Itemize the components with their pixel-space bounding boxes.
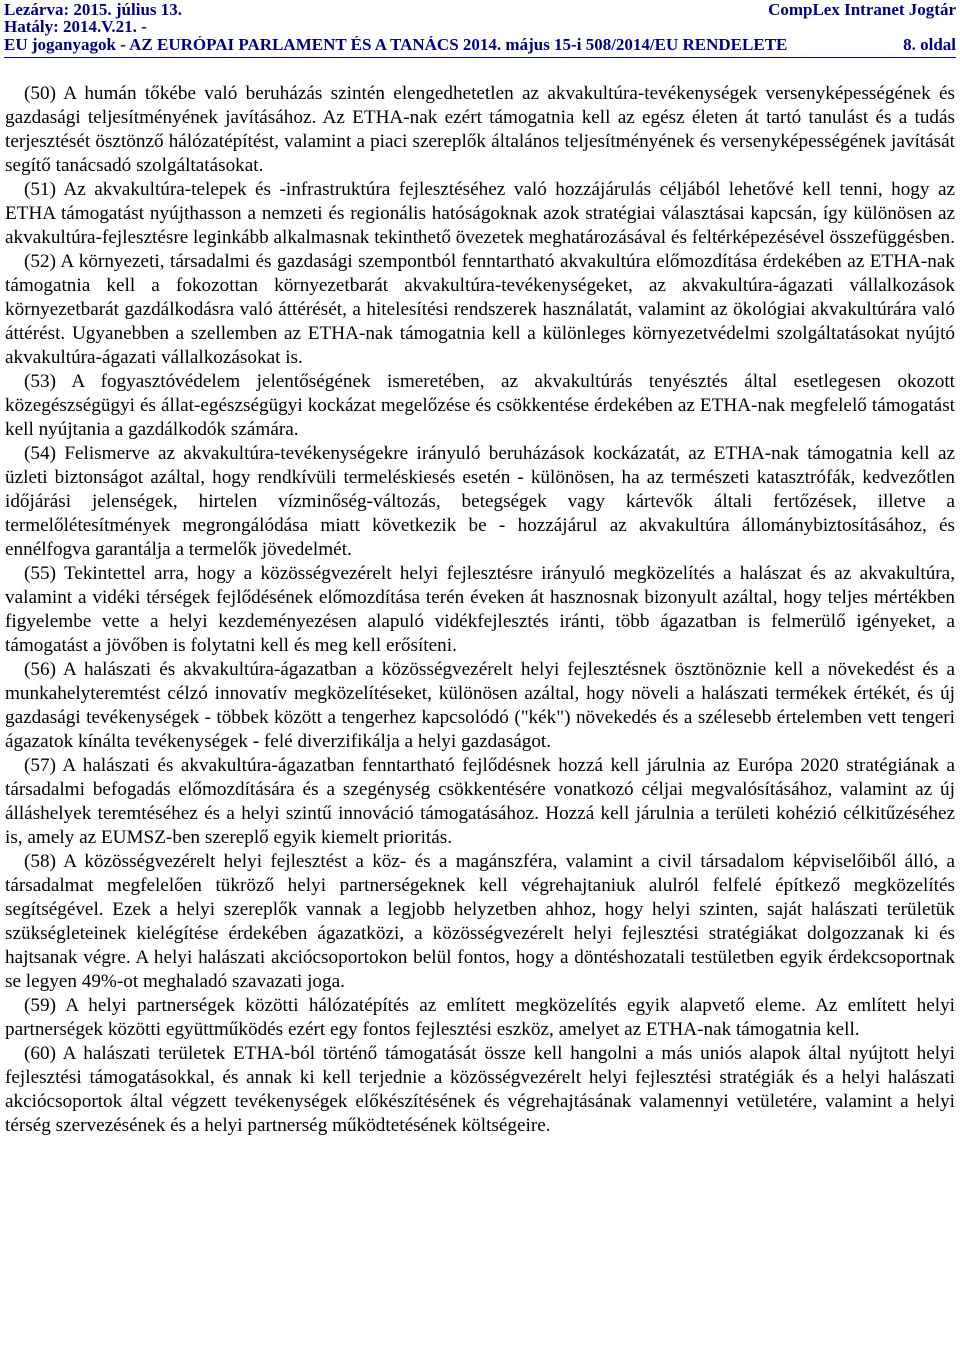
header-divider — [4, 57, 956, 58]
page-header — [4, 0, 956, 56]
paragraph-51: (51) Az akvakultúra-telepek és -infrastruktúra fejlesztéséhez való hozzájárulás céljából lehetővé kell tenni, hogy az ETHA támogatást nyújthasson a nemzeti és regionális hatóságoknak azok stratégiai választásai kapcsán, így különösen az akvakultúra-fejlesztésre leginkább alkalmasnak tekinthető övezetek meghatározásával és feltérképezésével összefüggésben. — [5, 179, 955, 248]
paragraph-60: (60) A halászati területek ETHA-ból történő támogatását össze kell hangolni a más uniós alapok által nyújtott helyi fejlesztési támogatásokkal, és annak ki kell terjednie a közösségvezérelt helyi fejlesztési stratégiák és a helyi halászati akciócsoportok által végzett tevékenységek előkészítésének és végrehajtásának valamennyi vetületére, valamint a helyi térség szervezésének és a helyi partnerség működtetésének költségeire. — [5, 1043, 955, 1136]
brand-name: CompLex Intranet Jogtár — [768, 0, 956, 19]
paragraph-50: (50) A humán tőkébe való beruházás szintén elengedhetetlen az akvakultúra-tevékenységek versenyképességének és gazdasági teljesítményének javításához. Az ETHA-nak ezért támogatnia kell az egész életen át tartó tanulást és a tudás terjesztését ösztönző hálózatépítést, valamint a piaci szereplők általános teljesítményének és versenyképességének javítását segítő tanácsadó szolgáltatásokat. — [5, 83, 955, 176]
paragraph-58: (58) A közösségvezérelt helyi fejlesztést a köz- és a magánszféra, valamint a civil társadalom képviselőiből álló, a társadalmat megfelelően tükröző helyi partnerségeknek kell végrehajtaniuk alulról felfelé építkező megközelítés segítségével. Ezek a helyi szereplők vannak a legjobb helyzetben ahhoz, hogy helyi szinten, saját halászati területük szükségleteinek kielégítése érdekében ágazatközi, a közösségvezérelt helyi fejlesztési stratégiákat dolgozzanak ki és hajtsanak végre. A helyi halászati akciócsoportokon belül fontos, hogy a döntéshozatali testületben egyik érdekcsoportnak se legyen 49%-ot meghaladó szavazati joga. — [5, 851, 955, 992]
law-title: EU joganyagok - AZ EURÓPAI PARLAMENT ÉS A TANÁCS 2014. május 15-i 508/2014/EU RENDELETE — [4, 36, 788, 54]
closed-date: Lezárva: 2015. július 13. — [4, 1, 183, 19]
effective-date: Hatály: 2014.V.21. - — [4, 18, 147, 36]
document-body — [5, 82, 955, 1138]
paragraph-57: (57) A halászati és akvakultúra-ágazatban fenntartható fejlődésnek hozzá kell járulnia az Európa 2020 stratégiának a társadalmi befogadás előmozdítására és a szegénység csökkentésére vonatkozó céljai megvalósításához, valamint az új álláshelyek teremtéséhez és a helyi szintű innováció támogatásához. Hozzá kell járulnia a területi kohézió célkitűzéséhez is, amely az EUMSZ-ben szereplő egyik kiemelt prioritás. — [5, 755, 955, 848]
paragraph-52: (52) A környezeti, társadalmi és gazdasági szempontból fenntartható akvakultúra előmozdítása érdekében az ETHA-nak támogatnia kell a fokozottan környezetbarát akvakultúra-tevékenységeket, az akvakultúra-ágazati vállalkozások környezetbarát gazdálkodásra való áttérését, a hitelesítési rendszerek használatát, valamint az ökológiai akvakultúrára való áttérést. Ugyanebben a szellemben az ETHA-nak támogatnia kell a különleges környezetvédelmi szolgáltatásokat nyújtó akvakultúra-ágazati vállalkozásokat is. — [5, 251, 955, 368]
paragraph-56: (56) A halászati és akvakultúra-ágazatban a közösségvezérelt helyi fejlesztésnek ösztönöznie kell a növekedést és a munkahelyteremtést célzó innovatív megközelítéseket, különösen azáltal, hogy növeli a halászati termékek értékét, és új gazdasági tevékenységek - többek között a tengerhez kapcsolódó ("kék") növekedés és a szélesebb értelemben vett tengeri ágazatok kínálta tevékenységek - felé diverzifikálja a helyi gazdaságot. — [5, 659, 955, 752]
paragraph-54: (54) Felismerve az akvakultúra-tevékenységekre irányuló beruházások kockázatát, az ETHA-nak támogatnia kell az üzleti biztonságot azáltal, hogy rendkívüli termeléskiesés esetén - különösen, ha az természeti katasztrófák, kedvezőtlen időjárási jelenségek, hirtelen vízminőség-változás, betegségek vagy kártevők általi fertőzések, illetve a termelőlétesítmények megrongálódása miatt következik be - hozzájárul az akvakultúra állománybiztosításához, és ennélfogva garantálja a termelők jövedelmét. — [5, 443, 955, 560]
page-number: 8. oldal — [903, 35, 956, 54]
paragraph-55: (55) Tekintettel arra, hogy a közösségvezérelt helyi fejlesztésre irányuló megközelítés a halászat és az akvakultúra, valamint a vidéki térségek fejlődésének előmozdítása terén éveken át hasznosnak bizonyult azáltal, hogy teljes mértékben figyelembe vette a helyi kezdeményezésen alapuló vidékfejlesztés iránti, több ágazatban is felmerülő igényeket, a támogatást a jövőben is folytatni kell és meg kell erősíteni. — [5, 563, 955, 656]
paragraph-53: (53) A fogyasztóvédelem jelentőségének ismeretében, az akvakultúrás tenyésztés által esetlegesen okozott közegészségügyi és állat-egészségügyi kockázat megelőzése és csökkentése érdekében az ETHA-nak megfelelő támogatást kell nyújtania a gazdálkodók számára. — [5, 371, 955, 440]
paragraph-59: (59) A helyi partnerségek közötti hálózatépítés az említett megközelítés egyik alapvető eleme. Az említett helyi partnerségek közötti együttműködés ezért egy fontos fejlesztési eszköz, amelyet az ETHA-nak támogatnia kell. — [5, 995, 955, 1040]
